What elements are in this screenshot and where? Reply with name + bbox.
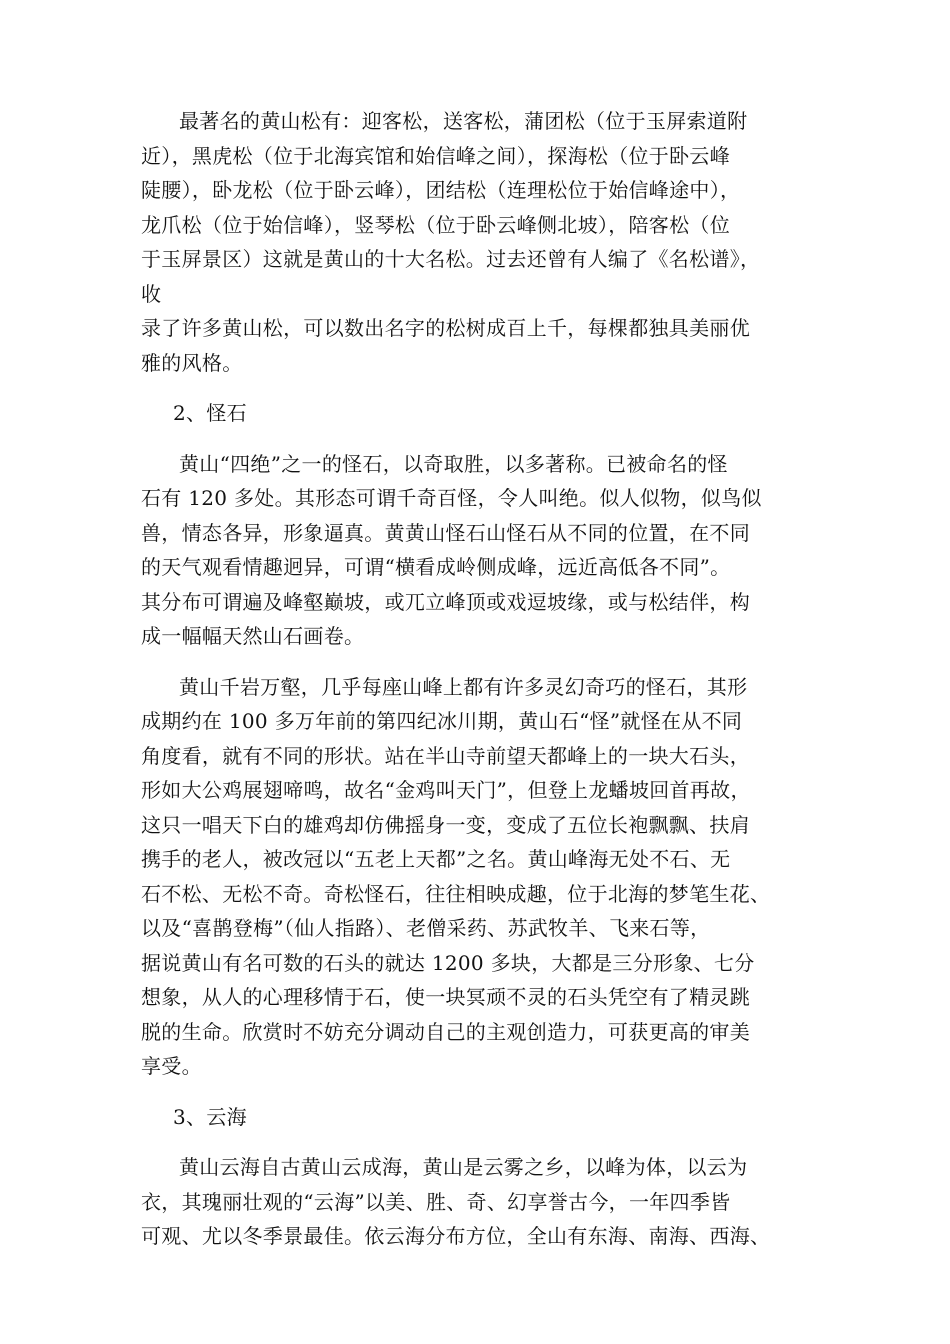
paragraph-line: 兽，情态各异，形象逼真。黄黄山怪石山怪石从不同的位置，在不同 xyxy=(141,520,750,545)
paragraph-line: 这只一唱天下白的雄鸡却仿佛摇身一变，变成了五位长袍飘飘、扶肩 xyxy=(141,812,750,837)
paragraph-line: 形如大公鸡展翅啼鸣，故名“金鸡叫天门”，但登上龙蟠坡回首再故， xyxy=(141,778,751,802)
paragraph-line: 成期约在 100 多万年前的第四纪冰川期，黄山石“怪”就怪在从不同 xyxy=(141,709,743,733)
paragraph-line: 近），黑虎松（位于北海宾馆和始信峰之间），探海松（位于卧云峰 xyxy=(141,143,730,168)
paragraph-line: 陡腰），卧龙松（位于卧云峰），团结松（连理松位于始信峰途中）， xyxy=(141,178,741,202)
paragraph-line: 携手的老人，被改冠以“五老上天都”之名。黄山峰海无处不石、无 xyxy=(141,847,731,871)
paragraph-line: 龙爪松（位于始信峰），竖琴松（位于卧云峰侧北坡），陪客松（位 xyxy=(141,212,730,237)
paragraph-line: 黄山“四绝”之一的怪石，以奇取胜，以多著称。已被命名的怪 xyxy=(179,451,728,476)
paragraph-line: 其分布可谓遍及峰壑巅坡，或兀立峰顶或戏逗坡缘，或与松结伴，构 xyxy=(141,589,750,614)
paragraph-line: 想象，从人的心理移情于石，使一块冥顽不灵的石头凭空有了精灵跳 xyxy=(141,985,750,1009)
section-heading: 2、怪石 xyxy=(173,401,247,425)
body-paragraph xyxy=(141,1150,827,1254)
paragraph-line: 收 xyxy=(141,281,162,306)
paragraph-line: 石有 120 多处。其形态可谓千奇百怪，令人叫绝。似人似物，似鸟似 xyxy=(141,486,762,510)
paragraph-line: 脱的生命。欣赏时不妨充分调动自己的主观创造力，可获更高的审美 xyxy=(141,1019,750,1044)
paragraph-line: 据说黄山有名可数的石头的就达 1200 多块，大都是三分形象、七分 xyxy=(141,950,755,975)
body-paragraph xyxy=(141,670,827,1084)
paragraph-line: 可观、尤以冬季景最佳。依云海分布方位，全山有东海、南海、西海、 xyxy=(141,1224,771,1248)
document-body xyxy=(141,104,827,1270)
paragraph-line: 最著名的黄山松有：迎客松，送客松，蒲团松（位于玉屏索道附 xyxy=(179,109,748,133)
paragraph-line: 衣，其瑰丽壮观的“云海”以美、胜、奇、幻享誉古今，一年四季皆 xyxy=(141,1189,731,1214)
paragraph-line: 石不松、无松不奇。奇松怪石，往往相映成趣，位于北海的梦笔生花、 xyxy=(141,881,771,906)
paragraph-line: 于玉屏景区）这就是黄山的十大名松。过去还曾有人编了《名松谱》， xyxy=(141,247,761,271)
paragraph-line: 享受。 xyxy=(141,1054,202,1078)
paragraph-line: 黄山千岩万壑，几乎每座山峰上都有许多灵幻奇巧的怪石，其形 xyxy=(179,674,748,699)
paragraph-line: 黄山云海自古黄山云成海，黄山是云雾之乡，以峰为体，以云为 xyxy=(179,1155,748,1179)
section-heading: 3、云海 xyxy=(173,1104,247,1129)
paragraph-line: 角度看，就有不同的形状。站在半山寺前望天都峰上的一块大石头， xyxy=(141,743,750,768)
paragraph-line: 雅的风格。 xyxy=(141,350,243,375)
paragraph-line: 的天气观看情趣迥异，可谓“横看成岭侧成峰，远近高低各不同”。 xyxy=(141,555,731,579)
paragraph-line: 成一幅幅天然山石画卷。 xyxy=(141,624,365,648)
paragraph-line: 录了许多黄山松，可以数出名字的松树成百上千，每棵都独具美丽优 xyxy=(141,316,750,340)
body-paragraph xyxy=(141,447,827,654)
body-paragraph xyxy=(141,104,827,380)
paragraph-line: 以及“喜鹊登梅”（仙人指路）、老僧采药、苏武牧羊、飞来石等， xyxy=(141,916,711,940)
